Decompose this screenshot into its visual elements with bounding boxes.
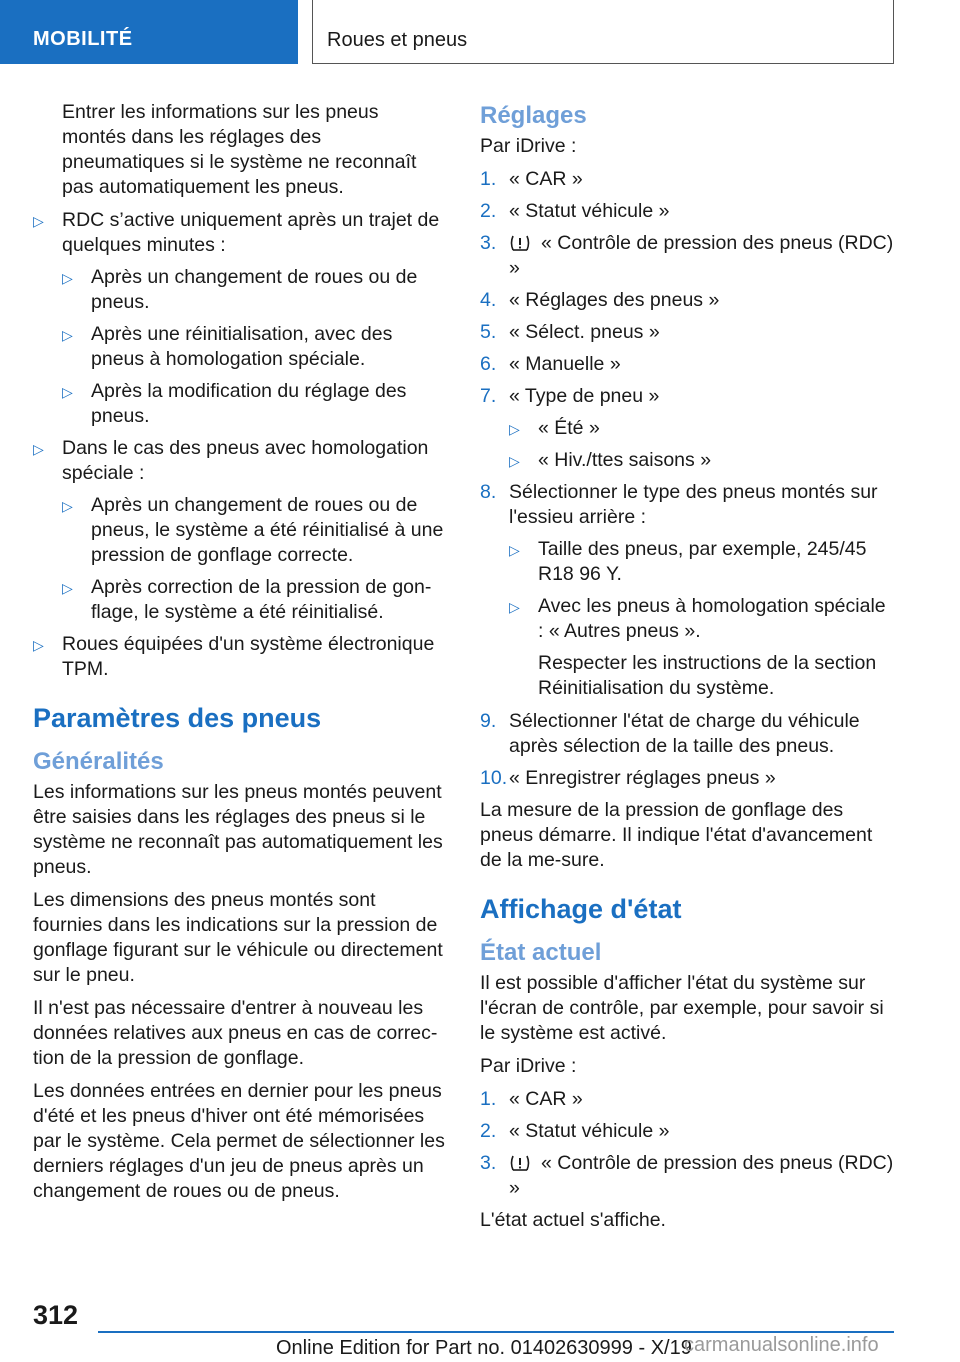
bullet-triangle-icon: ▷ (509, 421, 520, 437)
step-number: 6. (480, 353, 497, 375)
bullet-item (62, 379, 445, 429)
step-item (480, 352, 896, 377)
paragraph: Les données entrées en dernier pour les pneus d'été et les pneus d'hiver ont été mémorisées par le système. Cela permet de sélectionner les derniers réglages d'un jeu de pneus après un changement de roues ou de pneus. (33, 1080, 445, 1202)
bullet-text: Après un changement de roues ou de pneus, le système a été réinitialisé à une pression de gonflage correcte. (91, 494, 444, 566)
bullet-item (33, 632, 445, 682)
chapter-title: Roues et pneus (327, 29, 468, 51)
step-number: 5. (480, 321, 497, 343)
step-text: Sélectionner le type des pneus montés sur l'essieu arrière : (509, 481, 878, 528)
right-column (480, 100, 896, 1241)
step-item (480, 766, 896, 791)
bullet-text: Dans le cas des pneus avec homologation spéciale : (62, 437, 429, 484)
watermark: carmanualsonline.info (684, 1334, 879, 1356)
idrive-label: Par iDrive : (480, 135, 577, 157)
footer-divider (98, 1331, 894, 1333)
bullet-item (33, 436, 445, 486)
step-item (480, 1151, 896, 1201)
step-number: 9. (480, 710, 497, 732)
paragraph: L'état actuel s'affiche. (480, 1209, 666, 1231)
step-item (480, 167, 896, 192)
bullet-text: « Hiv./ttes saisons » (538, 449, 712, 471)
bullet-triangle-icon: ▷ (62, 580, 73, 596)
step-text: « Réglages des pneus » (509, 289, 720, 311)
step-text: « Type de pneu » (509, 385, 660, 407)
tire-pressure-warning-icon (509, 234, 531, 252)
tire-pressure-warning-icon (509, 1154, 531, 1172)
section-title: MOBILITÉ (33, 28, 133, 50)
heading-status-display: Affichage d'état (480, 894, 682, 924)
step-text: « Sélect. pneus » (509, 321, 660, 343)
step-item (480, 1119, 896, 1144)
bullet-triangle-icon: ▷ (509, 599, 520, 615)
bullet-text: Après une réinitialisation, avec des pneus à homologation spéciale. (91, 323, 393, 370)
step-item (480, 231, 896, 281)
step-number: 7. (480, 385, 497, 407)
bullet-text: Après correction de la pression de gon-flage, le système a été réinitialisé. (91, 576, 432, 623)
step-text: « CAR » (509, 168, 583, 190)
step-item (480, 709, 896, 759)
bullet-text: « Été » (538, 417, 600, 439)
heading-tire-parameters: Paramètres des pneus (33, 703, 322, 733)
paragraph: Les dimensions des pneus montés sont fournies dans les indications sur la pression de gonflage figurant sur le véhicule ou directement sur le pneu. (33, 889, 443, 986)
bullet-triangle-icon: ▷ (33, 213, 44, 229)
bullet-triangle-icon: ▷ (509, 453, 520, 469)
left-column (33, 100, 445, 1212)
header-chapter-box (312, 0, 894, 64)
heading-current-state: État actuel (480, 939, 602, 966)
step-text: « Statut véhicule » (509, 200, 670, 222)
paragraph: Les informations sur les pneus montés peuvent être saisies dans les réglages des pneus si le système ne reconnaît pas automatiquement les pneus. (33, 781, 443, 878)
bullet-item (509, 416, 896, 441)
step-number: 1. (480, 1088, 497, 1110)
bullet-text: Avec les pneus à homologation spéciale : « Autres pneus ». (538, 595, 886, 642)
edition-text: Online Edition for Part no. 01402630999 - X/19 (276, 1337, 692, 1359)
bullet-item (62, 265, 445, 315)
paragraph: Il est possible d'afficher l'état du système sur l'écran de contrôle, par exemple, pour savoir si le système est activé. (480, 972, 884, 1044)
bullet-item (62, 493, 445, 568)
step-text: « Contrôle de pression des pneus (RDC) » (509, 1152, 894, 1199)
step-text: « CAR » (509, 1088, 583, 1110)
step-number: 2. (480, 1120, 497, 1142)
step-item (480, 320, 896, 345)
bullet-item (509, 448, 896, 473)
step-number: 2. (480, 200, 497, 222)
step-text: « Manuelle » (509, 353, 621, 375)
bullet-item (62, 575, 445, 625)
step-item (480, 480, 896, 530)
bullet-triangle-icon: ▷ (62, 270, 73, 286)
paragraph: La mesure de la pression de gonflage des pneus démarre. Il indique l'état d'avancement de la me-sure. (480, 799, 873, 871)
note-paragraph: Respecter les instructions de la section Réinitialisation du système. (538, 652, 877, 699)
bullet-triangle-icon: ▷ (33, 637, 44, 653)
step-item (480, 199, 896, 224)
step-item (480, 288, 896, 313)
bullet-text: Taille des pneus, par exemple, 245/45 R18 96 Y. (538, 538, 867, 585)
step-number: 4. (480, 289, 497, 311)
bullet-triangle-icon: ▷ (62, 327, 73, 343)
idrive-label: Par iDrive : (480, 1055, 577, 1077)
bullet-triangle-icon: ▷ (33, 441, 44, 457)
bullet-triangle-icon: ▷ (509, 542, 520, 558)
step-number: 1. (480, 168, 497, 190)
bullet-text: RDC s’active uniquement après un trajet de quelques minutes : (62, 209, 440, 256)
page-number: 312 (33, 1300, 79, 1330)
step-item (480, 384, 896, 409)
intro-paragraph: Entrer les informations sur les pneus montés dans les réglages des pneumatiques si le système ne reconnaît pas automatiquement les pneus. (62, 101, 417, 198)
header-section-tab (0, 0, 298, 64)
bullet-item (509, 594, 896, 644)
bullet-text: Après la modification du réglage des pneus. (91, 380, 407, 427)
step-number: 10. (480, 767, 508, 789)
bullet-triangle-icon: ▷ (62, 498, 73, 514)
step-text: Sélectionner l'état de charge du véhicule après sélection de la taille des pneus. (509, 710, 860, 757)
step-text: « Statut véhicule » (509, 1120, 670, 1142)
heading-settings: Réglages (480, 102, 587, 129)
step-text: « Enregistrer réglages pneus » (509, 767, 776, 789)
bullet-text: Après un changement de roues ou de pneus. (91, 266, 418, 313)
heading-general: Généralités (33, 748, 164, 775)
bullet-item (509, 537, 896, 587)
step-number: 3. (480, 232, 497, 254)
bullet-text: Roues équipées d'un système électronique TPM. (62, 633, 435, 680)
bullet-item (62, 322, 445, 372)
step-number: 8. (480, 481, 497, 503)
paragraph: Il n'est pas nécessaire d'entrer à nouveau les données relatives aux pneus en cas de correc-tion de la pression de gonflage. (33, 997, 438, 1069)
step-number: 3. (480, 1152, 497, 1174)
bullet-item (33, 208, 445, 258)
step-text: « Contrôle de pression des pneus (RDC) » (509, 232, 894, 279)
step-item (480, 1087, 896, 1112)
bullet-triangle-icon: ▷ (62, 384, 73, 400)
